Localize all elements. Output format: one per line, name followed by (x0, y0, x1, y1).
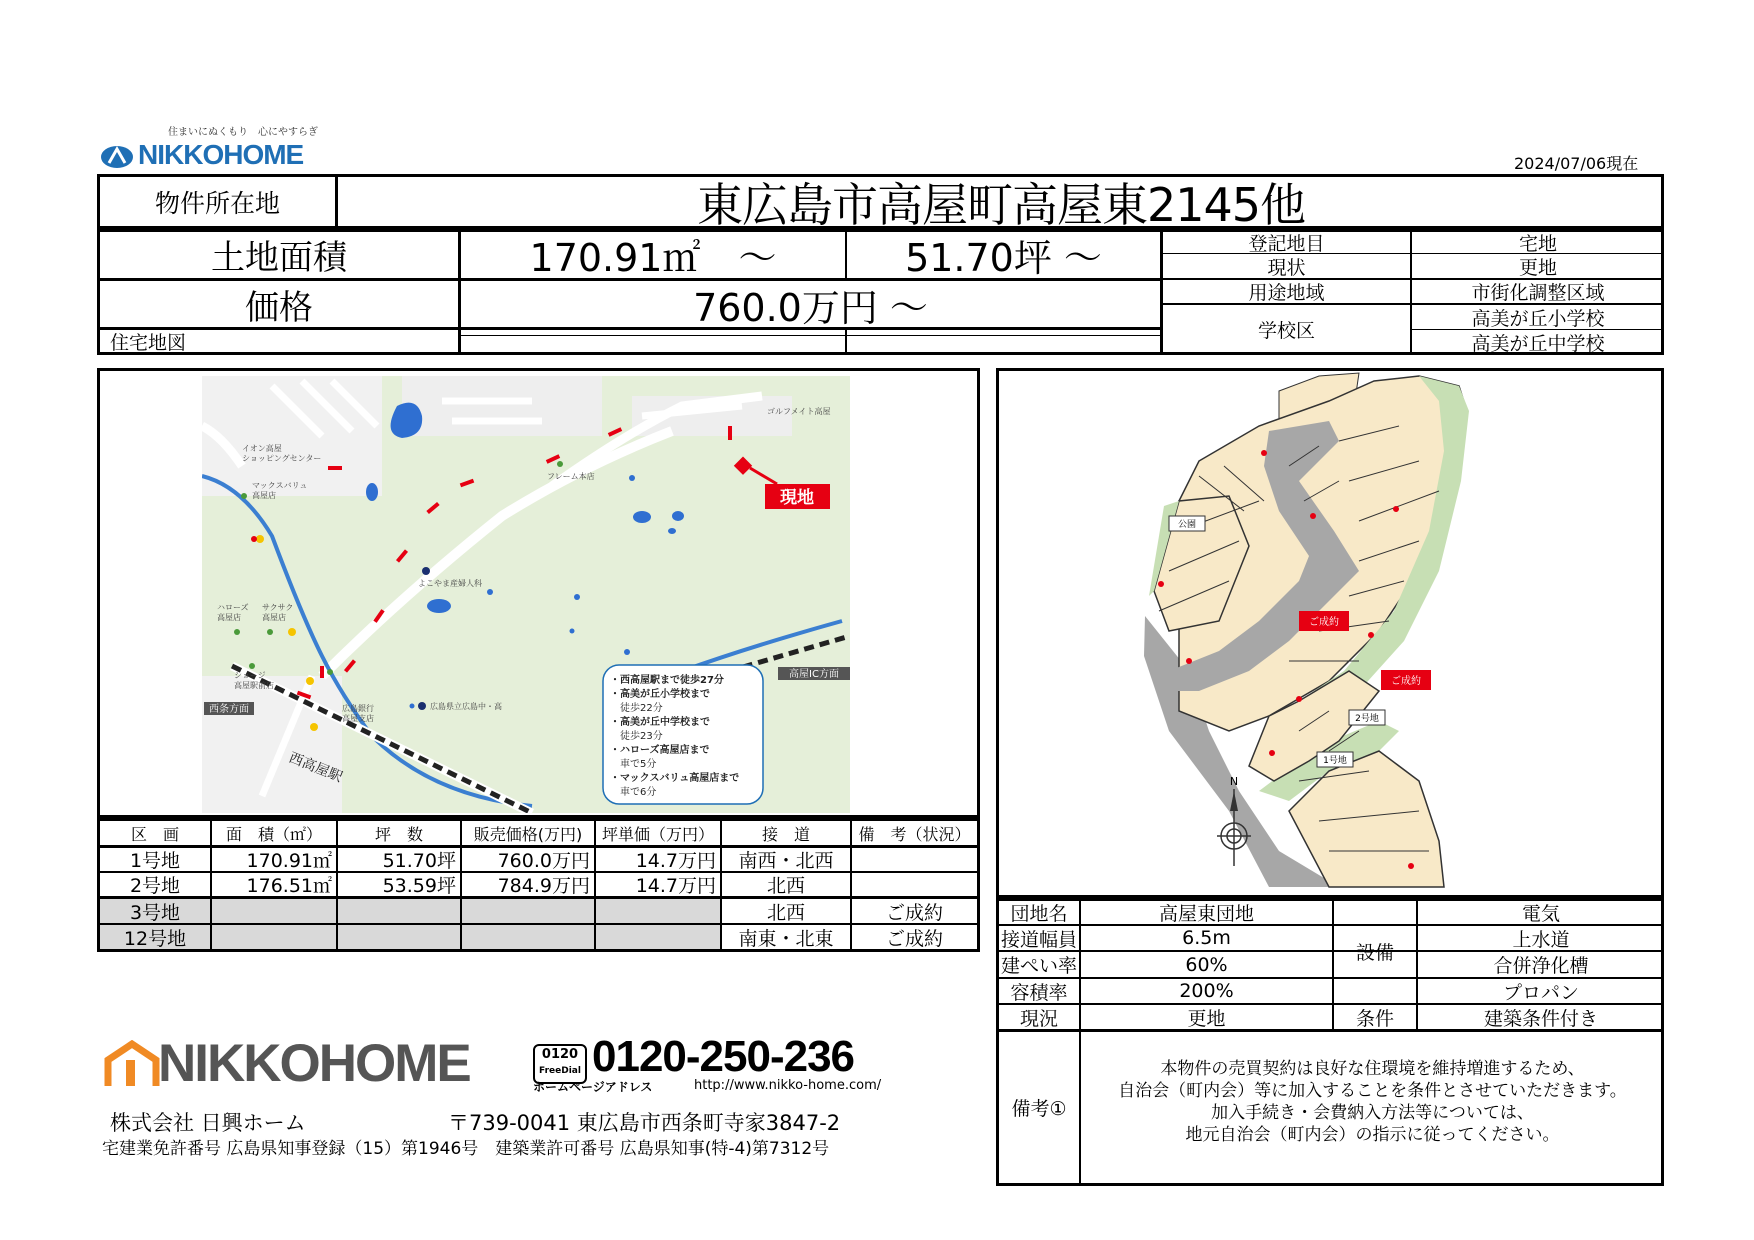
genchi-label: 現地 (780, 488, 814, 508)
facility-electric: 電気 (1521, 902, 1560, 924)
facility-water: 上水道 (1512, 928, 1570, 950)
homepage-label: ホームページアドレス (533, 1080, 653, 1094)
lot-12-price (462, 925, 594, 949)
conditions-label: 条件 (1355, 1007, 1394, 1029)
company-licenses: 宅建業免許番号 広島県知事登録（15）第1946号 建築業許可番号 広島県知事(特-4)第7312号 (102, 1139, 830, 1159)
facilities-label: 設備 (1355, 942, 1394, 964)
map-place-halows: ハローズ高屋店 (217, 603, 249, 622)
lot-12-road: 南東・北東 (738, 927, 834, 949)
lot-12-unit (596, 925, 720, 949)
lots-header-price: 販売価格(万円) (473, 824, 583, 844)
access-note-line: 徒歩23分 (610, 731, 663, 742)
lot-1-area: 170.91㎡ (246, 850, 332, 871)
map-station-label: 西高屋駅 (286, 749, 345, 786)
road-width-label: 接道幅員 (1000, 928, 1077, 950)
report-date: 2024/07/06現在 (1514, 154, 1639, 173)
lot-1-note (852, 848, 977, 871)
lot-2-tsubo: 53.59坪 (382, 875, 456, 896)
lot-3-area (212, 899, 336, 923)
status-value: 更地 (1187, 1007, 1226, 1029)
footer-phone[interactable]: 0120-250-236 (592, 1032, 855, 1081)
development-value: 高屋東団地 (1158, 902, 1254, 924)
attr-value-status: 更地 (1518, 256, 1557, 278)
lot-3-note: ご成約 (885, 901, 943, 923)
lot-2-note (852, 873, 977, 896)
access-note-line: ・高美が丘小学校まで (610, 689, 710, 700)
remarks-label: 備考① (1011, 1098, 1067, 1120)
attr-label-status: 現状 (1267, 256, 1306, 278)
map-direction-saijo: 西条方面 (209, 704, 249, 715)
plot-sold-label-2: ご成約 (1391, 676, 1421, 687)
lot-1-name: 1号地 (129, 850, 181, 871)
plot-sold-label-1: ご成約 (1309, 617, 1339, 628)
far-label: 容積率 (1010, 981, 1068, 1003)
map-place-max: マックスバリュ高屋店 (252, 481, 308, 500)
access-note-line: 車で5分 (610, 759, 657, 770)
access-note-line: ・高美が丘中学校まで (610, 717, 710, 728)
map-place-aeon: イオン高屋ショッピングセンター (242, 444, 322, 463)
coverage-value: 60% (1185, 953, 1228, 976)
area-sqm: 170.91㎡ ～ (529, 236, 777, 278)
lots-header-tsubo: 坪 数 (374, 824, 423, 844)
access-note-line: 車で6分 (610, 787, 657, 798)
area-label: 土地面積 (211, 238, 347, 278)
lots-header-lot: 区 画 (130, 824, 179, 844)
lot-2-area: 176.51㎡ (246, 875, 332, 896)
attr-value-chimoku: 宅地 (1518, 232, 1557, 253)
freedial-mark: 0120 (541, 1047, 579, 1062)
lot-2-unit: 14.7万円 (635, 875, 716, 896)
facility-septic: 合併浄化槽 (1493, 955, 1589, 977)
map-label: 住宅地図 (110, 332, 187, 353)
lot-3-unit (596, 899, 720, 923)
lot-1-tsubo: 51.70坪 (382, 850, 456, 871)
attr-value-zoning: 市街化調整区域 (1471, 282, 1605, 303)
price-value: 760.0万円 ～ (693, 285, 928, 327)
lot-3-name: 3号地 (129, 901, 181, 923)
access-note-line: ・マックスバリュ高屋店まで (610, 773, 740, 784)
company-address: 〒739-0041 東広島市西条町寺家3847-2 (448, 1111, 841, 1135)
footer-logo-text: NIKKOHOME (158, 1034, 470, 1093)
tagline: 住まいにぬくもり 心にやすらぎ (168, 127, 318, 138)
lot-12-name: 12号地 (123, 927, 187, 949)
access-note-line: 徒歩22分 (610, 703, 663, 714)
lot-3-price (462, 899, 594, 923)
remarks-line-3: 加入手続き・会費納入方法等については、 (1211, 1103, 1534, 1123)
access-note-line: ・西高屋駅まで徒歩27分 (610, 675, 724, 686)
status-label: 現況 (1019, 1007, 1058, 1029)
remarks-line-1: 本物件の売買契約は良好な住環境を維持増進するため、 (1160, 1059, 1585, 1079)
lot-2-name: 2号地 (129, 875, 181, 896)
freedial-word: FreeDial (539, 1066, 581, 1076)
remarks-line-4: 地元自治会（町内会）の指示に従ってください。 (1185, 1125, 1560, 1145)
lot-1-road: 南西・北西 (738, 850, 834, 871)
remarks-line-2: 自治会（町内会）等に加入することを条件とさせていただきます。 (1118, 1081, 1627, 1101)
header-logo-text: NIKKOHOME (138, 139, 304, 170)
lot-12-area (212, 925, 336, 949)
conditions-value: 建築条件付き (1483, 1007, 1598, 1029)
lot-12-note: ご成約 (885, 927, 943, 949)
footer-logo-mark-icon (104, 1040, 160, 1088)
lot-1-price: 760.0万円 (497, 850, 590, 871)
location-label: 物件所在地 (154, 188, 280, 218)
company-name: 株式会社 日興ホーム (110, 1111, 306, 1135)
map-place-sakusaku: サクサク高屋店 (262, 603, 294, 622)
lots-header-unit: 坪単価（万円） (601, 824, 714, 844)
development-label: 団地名 (1010, 902, 1068, 924)
access-note-line: ・ハローズ高屋店まで (610, 745, 710, 756)
area-tsubo: 51.70坪 ～ (905, 236, 1102, 278)
lot-3-tsubo (338, 899, 460, 923)
area-map (202, 376, 850, 813)
attr-label-zoning: 用途地域 (1248, 282, 1325, 303)
map-place-shoji: ショージ高屋駅前店 (234, 671, 274, 690)
attr-label-school: 学校区 (1257, 319, 1315, 342)
lot-1-unit: 14.7万円 (635, 850, 716, 871)
attr-value-elementary: 高美が丘小学校 (1471, 307, 1605, 329)
map-direction-ic: 高屋IC方面 (789, 669, 839, 680)
lots-header-road: 接 道 (761, 824, 810, 844)
lot-2-price: 784.9万円 (497, 875, 590, 896)
lot-12-tsubo (338, 925, 460, 949)
coverage-label: 建ぺい率 (1000, 955, 1077, 977)
lot-2-road: 北西 (766, 875, 805, 896)
far-value: 200% (1179, 980, 1234, 1002)
homepage-url[interactable]: http://www.nikko-home.com/ (694, 1078, 882, 1093)
property-location: 東広島市高屋町高屋東2145他 (696, 177, 1306, 229)
plot-lot1-label: 1号地 (1323, 756, 1347, 766)
north-label: N (1229, 775, 1239, 788)
attr-label-chimoku: 登記地目 (1248, 232, 1325, 253)
lots-header-note: 備 考（状況） (858, 824, 971, 844)
map-place-yokoyama: よこやま産婦人科 (418, 579, 482, 588)
price-label: 価格 (245, 287, 313, 327)
map-place-frame: フレーム本店 (547, 472, 595, 481)
site-plan (999, 371, 1661, 895)
map-place-golf: ゴルフメイト高屋 (767, 407, 831, 416)
map-place-school: 広島県立広島中・高 (430, 702, 502, 711)
park-label: 公園 (1177, 520, 1197, 530)
road-width-value: 6.5m (1182, 927, 1231, 949)
remarks-text (1081, 1058, 1664, 1146)
attr-value-junior-high: 高美が丘中学校 (1471, 332, 1605, 354)
plot-lot2-label: 2号地 (1355, 714, 1379, 724)
lot-3-road: 北西 (766, 901, 805, 923)
lots-header-area: 面 積（㎡） (225, 824, 322, 844)
map-place-hirogin: 広島銀行高屋支店 (342, 704, 374, 723)
facility-gas: プロパン (1502, 981, 1579, 1003)
